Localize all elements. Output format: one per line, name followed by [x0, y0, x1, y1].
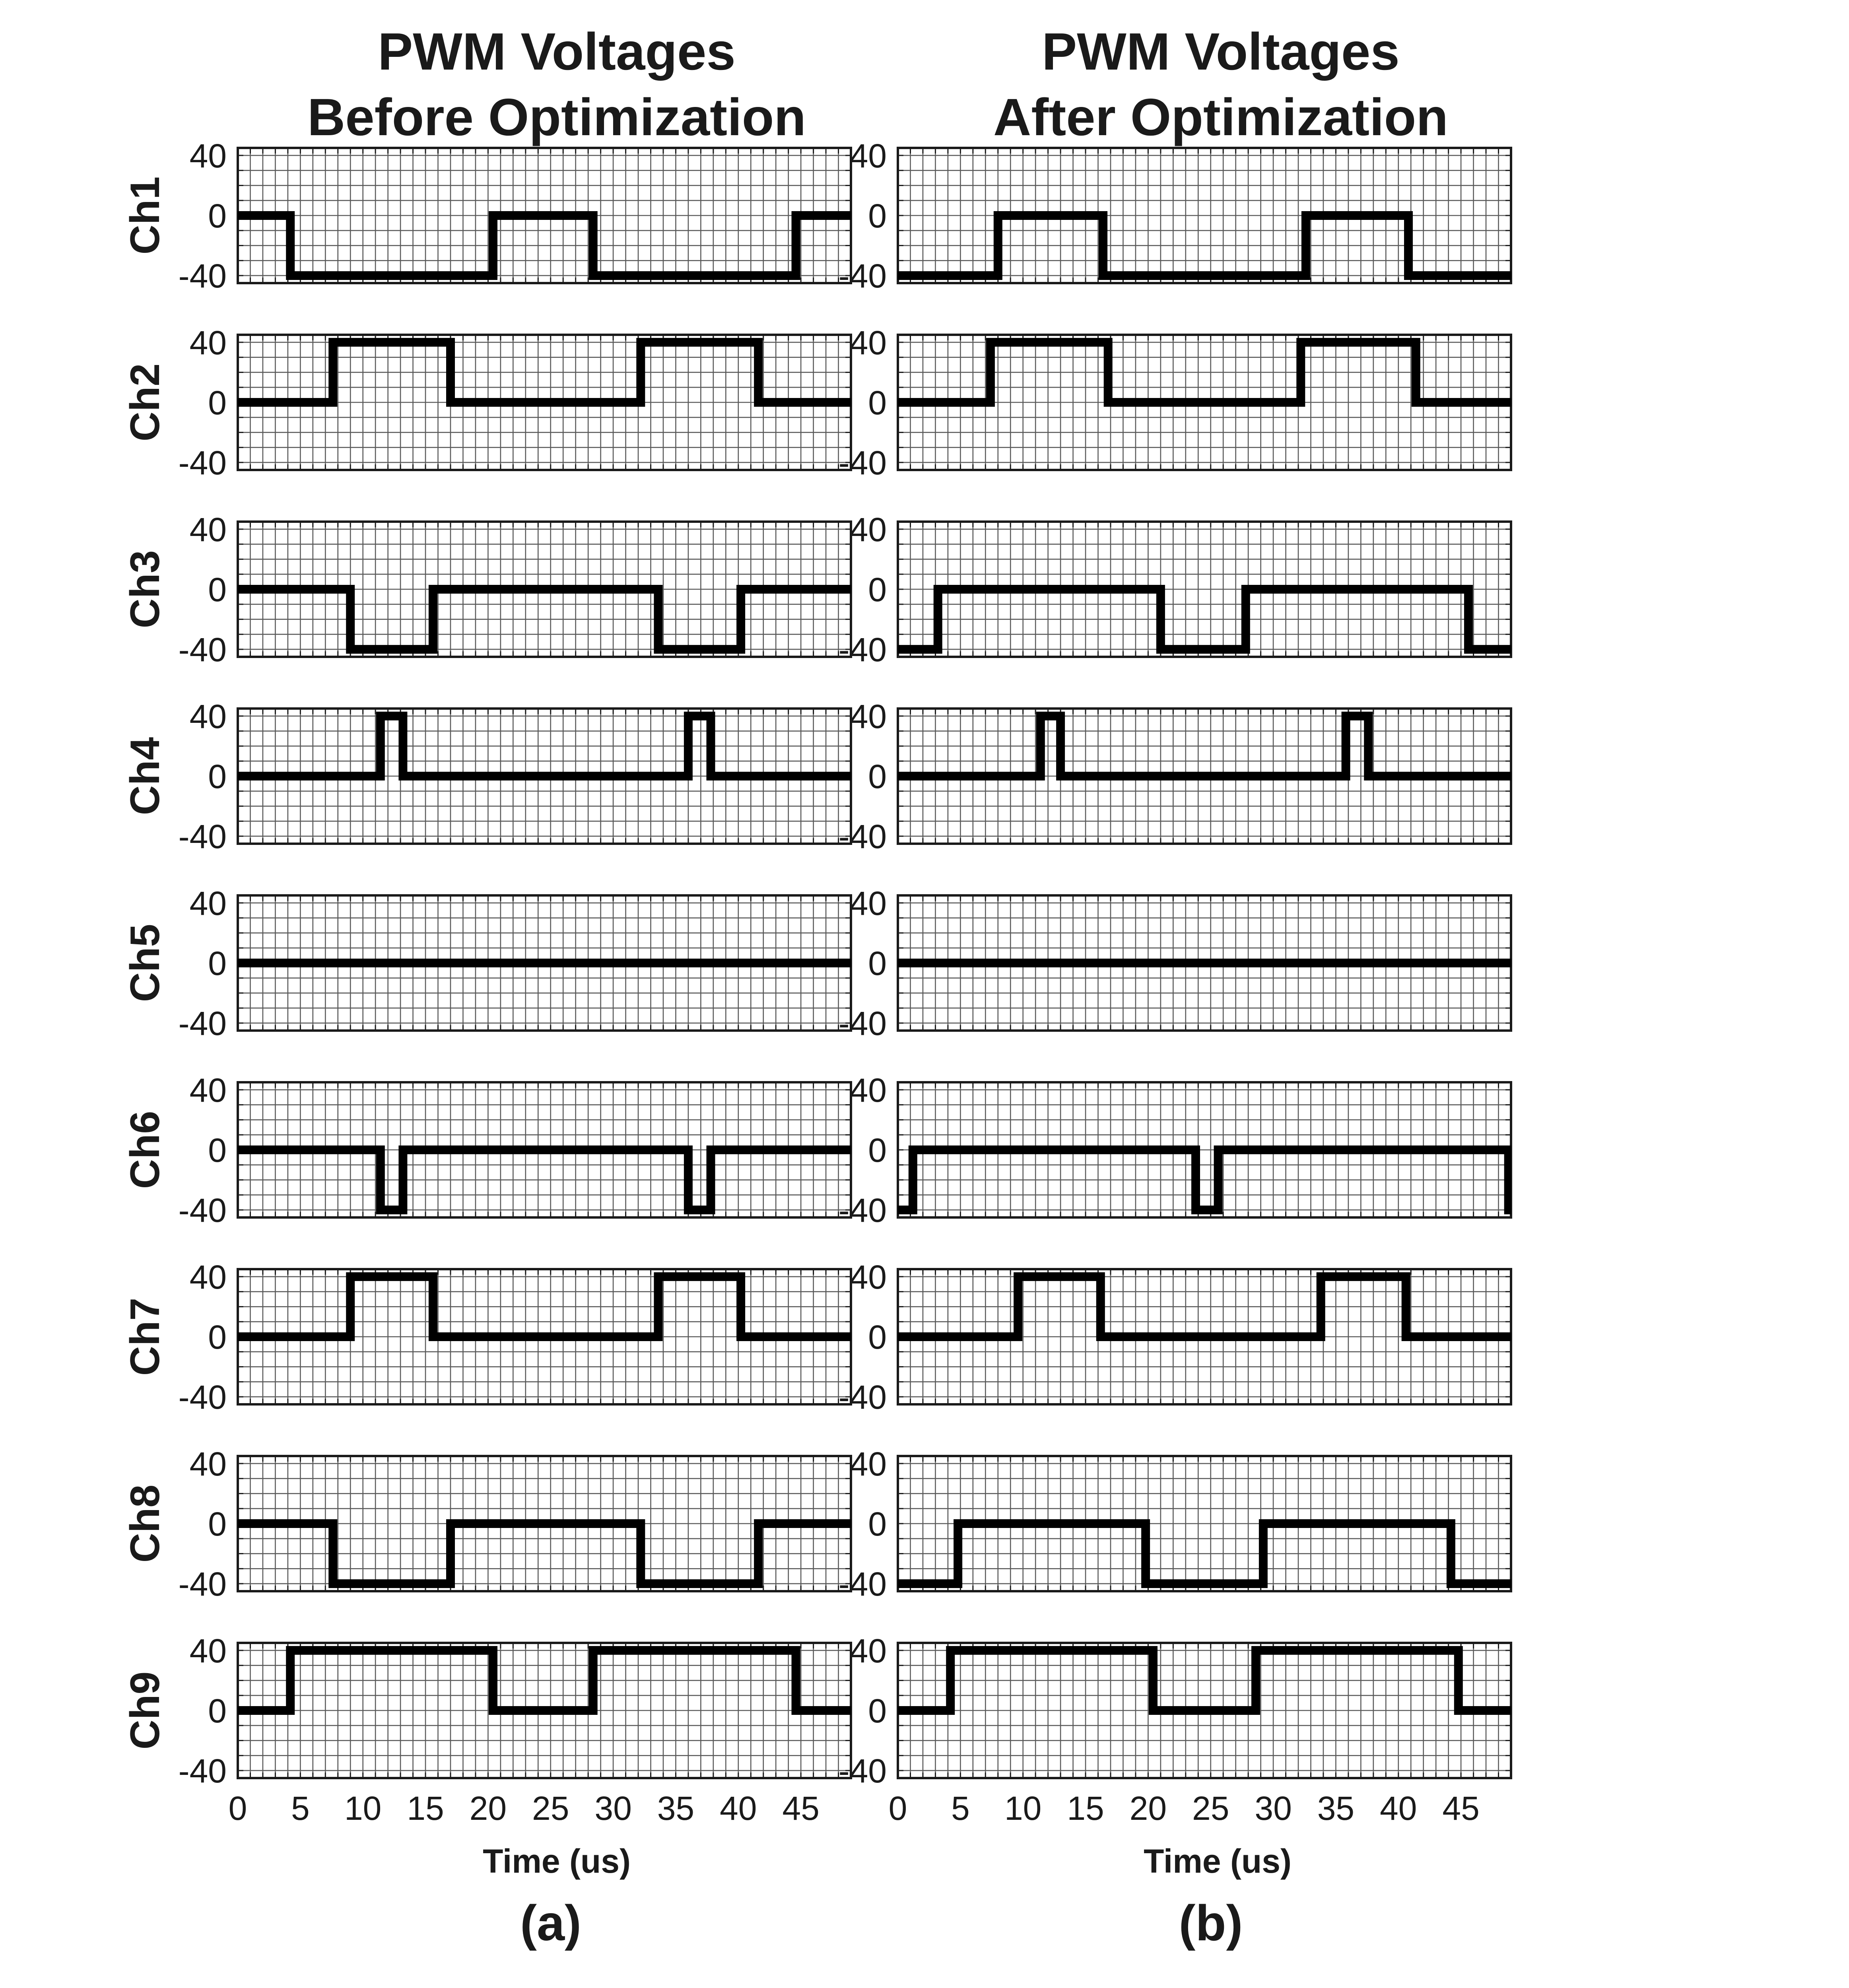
y-tick-label: -40	[838, 818, 887, 856]
plot-grid	[122, 137, 1511, 1827]
y-tick-label: 0	[208, 1132, 227, 1169]
x-tick-label: 20	[469, 1790, 507, 1827]
y-tick-label: 0	[208, 1505, 227, 1543]
y-tick-label: 0	[208, 1318, 227, 1356]
col-b-xlabel: Time (us)	[1144, 1842, 1292, 1880]
y-tick-label: -40	[838, 257, 887, 295]
channel-label: Ch3	[122, 550, 168, 629]
subplot-b-ch1	[839, 137, 1511, 295]
y-tick-label: 40	[849, 1258, 887, 1296]
x-tick-label: 10	[1004, 1790, 1042, 1827]
subplot-b-ch3	[839, 511, 1511, 668]
x-tick-label: 15	[407, 1790, 444, 1827]
y-tick-label: 40	[189, 137, 227, 175]
col-a-title-line1: PWM Voltages	[378, 22, 736, 81]
x-tick-label: 15	[1067, 1790, 1104, 1827]
x-tick-label: 25	[1192, 1790, 1229, 1827]
y-tick-label: 0	[208, 197, 227, 235]
y-tick-label: -40	[178, 1005, 227, 1043]
y-tick-label: 40	[849, 1632, 887, 1670]
x-tick-label: 30	[594, 1790, 632, 1827]
channel-label: Ch4	[122, 737, 168, 815]
subplot-a-ch6	[122, 1072, 851, 1229]
x-tick-label: 45	[1442, 1790, 1480, 1827]
y-tick-label: 40	[189, 511, 227, 548]
y-tick-label: -40	[838, 1565, 887, 1603]
y-tick-label: 40	[849, 1445, 887, 1483]
y-tick-label: 40	[849, 324, 887, 361]
x-tick-label: 25	[532, 1790, 569, 1827]
y-tick-label: 0	[208, 571, 227, 608]
subplot-b-ch2	[839, 324, 1511, 481]
col-b-title-line2: After Optimization	[993, 88, 1448, 146]
x-tick-label: 5	[951, 1790, 970, 1827]
y-tick-label: 0	[868, 945, 887, 982]
y-tick-label: 40	[849, 137, 887, 175]
y-tick-label: 40	[189, 1632, 227, 1670]
y-tick-label: 0	[868, 1692, 887, 1730]
channel-label: Ch1	[122, 176, 168, 255]
channel-label: Ch5	[122, 924, 168, 1002]
subplot-a-ch7	[122, 1258, 851, 1416]
x-tick-label: 35	[657, 1790, 695, 1827]
channel-label: Ch8	[122, 1484, 168, 1563]
y-tick-label: 0	[208, 758, 227, 795]
subplot-a-ch1	[122, 137, 851, 295]
bottom-labels	[483, 1842, 1292, 1951]
subplot-b-ch6	[839, 1072, 1511, 1229]
y-tick-label: 0	[868, 1318, 887, 1356]
channel-label: Ch9	[122, 1671, 168, 1750]
y-tick-label: 0	[868, 1505, 887, 1543]
y-tick-label: -40	[178, 1378, 227, 1416]
subplot-a-ch8	[122, 1445, 851, 1603]
y-tick-label: -40	[838, 1752, 887, 1790]
subplot-b-ch7	[839, 1258, 1511, 1416]
y-tick-label: -40	[178, 1752, 227, 1790]
y-tick-label: 40	[849, 884, 887, 922]
panel-label-a: (a)	[520, 1895, 581, 1951]
subplot-b-ch9	[839, 1632, 1511, 1827]
y-tick-label: -40	[838, 1378, 887, 1416]
subplot-a-ch9	[122, 1632, 851, 1827]
subplot-a-ch3	[122, 511, 851, 668]
channel-label: Ch7	[122, 1297, 168, 1376]
y-tick-label: -40	[178, 1192, 227, 1229]
y-tick-label: 40	[189, 1445, 227, 1483]
col-a-xlabel: Time (us)	[483, 1842, 631, 1880]
column-titles	[307, 22, 1448, 146]
y-tick-label: -40	[178, 818, 227, 856]
y-tick-label: -40	[838, 1192, 887, 1229]
x-tick-label: 20	[1129, 1790, 1167, 1827]
y-tick-label: 0	[868, 1132, 887, 1169]
subplot-b-ch4	[839, 698, 1511, 855]
x-tick-label: 5	[291, 1790, 310, 1827]
y-tick-label: 0	[208, 945, 227, 982]
y-tick-label: 0	[868, 197, 887, 235]
y-tick-label: 40	[189, 324, 227, 361]
y-tick-label: -40	[838, 444, 887, 482]
y-tick-label: 40	[189, 1071, 227, 1109]
subplot-a-ch4	[122, 698, 851, 855]
channel-label: Ch6	[122, 1110, 168, 1189]
x-tick-label: 40	[1380, 1790, 1417, 1827]
y-tick-label: 40	[189, 697, 227, 735]
y-tick-label: 40	[849, 1071, 887, 1109]
col-b-title-line1: PWM Voltages	[1042, 22, 1400, 81]
y-tick-label: -40	[838, 631, 887, 669]
x-tick-label: 45	[782, 1790, 820, 1827]
subplot-b-ch5	[839, 885, 1511, 1042]
y-tick-label: 0	[868, 571, 887, 608]
x-tick-label: 0	[228, 1790, 247, 1827]
y-tick-label: 0	[208, 1692, 227, 1730]
y-tick-label: -40	[178, 257, 227, 295]
y-tick-label: -40	[178, 444, 227, 482]
y-tick-label: 40	[849, 697, 887, 735]
channel-label: Ch2	[122, 363, 168, 442]
x-tick-label: 30	[1255, 1790, 1292, 1827]
y-tick-label: -40	[838, 1005, 887, 1043]
x-tick-label: 35	[1317, 1790, 1355, 1827]
x-tick-label: 0	[888, 1790, 907, 1827]
y-tick-label: 40	[189, 884, 227, 922]
y-tick-label: 0	[868, 758, 887, 795]
y-tick-label: 0	[868, 384, 887, 421]
x-tick-label: 10	[344, 1790, 382, 1827]
x-tick-label: 40	[720, 1790, 757, 1827]
y-tick-label: 40	[189, 1258, 227, 1296]
y-tick-label: -40	[178, 1565, 227, 1603]
subplot-a-ch2	[122, 324, 851, 481]
y-tick-label: 40	[849, 511, 887, 548]
y-tick-label: -40	[178, 631, 227, 669]
col-a-title-line2: Before Optimization	[307, 88, 806, 146]
subplot-a-ch5	[122, 885, 851, 1042]
subplot-b-ch8	[839, 1445, 1511, 1603]
panel-label-b: (b)	[1179, 1895, 1243, 1951]
y-tick-label: 0	[208, 384, 227, 421]
